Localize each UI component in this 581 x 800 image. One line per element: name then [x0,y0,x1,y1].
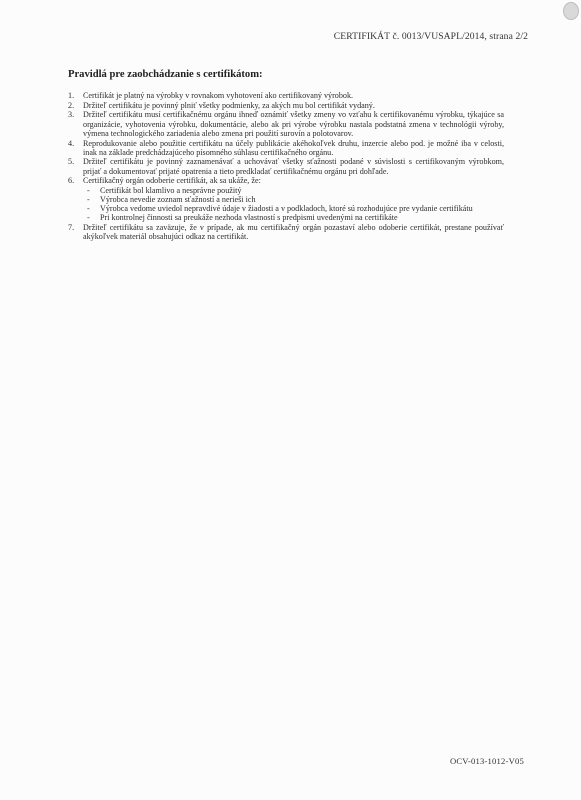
list-item-text: Výrobca vedome uviedol nepravdivé údaje v žiadosti a v podkladoch, ktoré sú rozhodujúce pre vydanie certifikátu [100,203,473,213]
rule-text: Držiteľ certifikátu je povinný zaznamenávať a uchovávať všetky sťažnosti podané v súvislosti s certifikovaným výrobkom, prijať a dokumentovať prijaté opatrenia a tieto predkladať certifikačnému orgánu pri dohľade. [83,157,504,176]
rule-number: 7. [68,222,75,232]
rule-text: Držiteľ certifikátu sa zaväzuje, že v prípade, ak mu certifikačný orgán pozastaví alebo odoberie certifikát, prestane používať akýkoľvek materiál obsahujúci odkaz na certifikát. [83,222,504,242]
certificate-header: CERTIFIKÁT č. 0013/VUSAPL/2014, strana 2/2 [333,31,528,42]
rule-2 [68,101,504,110]
rule-text: Certifikačný orgán odoberie certifikát, ak sa ukáže, že: [83,176,261,186]
rule-5 [68,157,504,175]
rule-6-sublist [83,186,504,223]
rule-body [83,176,504,222]
dash-bullet: - [87,194,90,204]
rule-number: 1. [68,91,75,100]
rule-text: Reprodukovanie alebo použitie certifikátu na účely publikácie akéhokoľvek druhu, inzercie alebo pod. je možné iba v celosti, inak na základe predchádzajúceho písomného súhlasu certifikačného orgánu. [83,138,504,157]
rules-list [68,91,504,242]
rule-4 [68,139,504,157]
rule-text: Držiteľ certifikátu je povinný plniť všetky podmienky, za akých mu bol certifikát vydaný. [83,100,375,110]
rules-title: Pravidlá pre zaobchádzanie s certifikátom: [68,69,263,80]
dash-bullet: - [87,185,90,195]
rule-1 [68,91,504,100]
rule-7 [68,223,504,241]
rule-text: Certifikát je platný na výrobky v rovnakom vyhotovení ako certifikovaný výrobok. [83,91,354,100]
corner-stamp-icon [563,2,579,20]
list-item-text: Certifikát bol klamlivo a nesprávne použitý [100,185,242,195]
rule-number: 3. [68,110,75,120]
dash-bullet: - [87,203,90,213]
list-item [83,204,504,213]
rule-text: Držiteľ certifikátu musí certifikačnému orgánu ihneď oznámiť všetky zmeny vo vzťahu k certifikovanému výrobku, týkajúce sa organizácie, vyhotovenia výrobku, dokumentácie, alebo ak pri výrobe výrobku nastala podstatná zmena v technológii výroby, výmena technologického zariadenia alebo zmena pri použití surovín a polotovarov. [83,110,504,138]
list-item-text: Výrobca nevedie zoznam sťažností a nerieši ich [100,194,256,204]
rule-number: 4. [68,138,75,148]
list-item [83,213,504,222]
dash-bullet: - [87,213,90,223]
rule-number: 2. [68,100,75,110]
rule-number: 6. [68,176,75,186]
rule-6 [68,176,504,222]
list-item-text: Pri kontrolnej činnosti sa preukáže nezhoda vlastností s predpismi uvedenými na certifikáte [100,213,398,223]
document-code: OCV-013-1012-V05 [449,756,524,766]
list-item [83,186,504,195]
rule-number: 5. [68,157,75,167]
list-item [83,195,504,204]
rule-3 [68,110,504,138]
